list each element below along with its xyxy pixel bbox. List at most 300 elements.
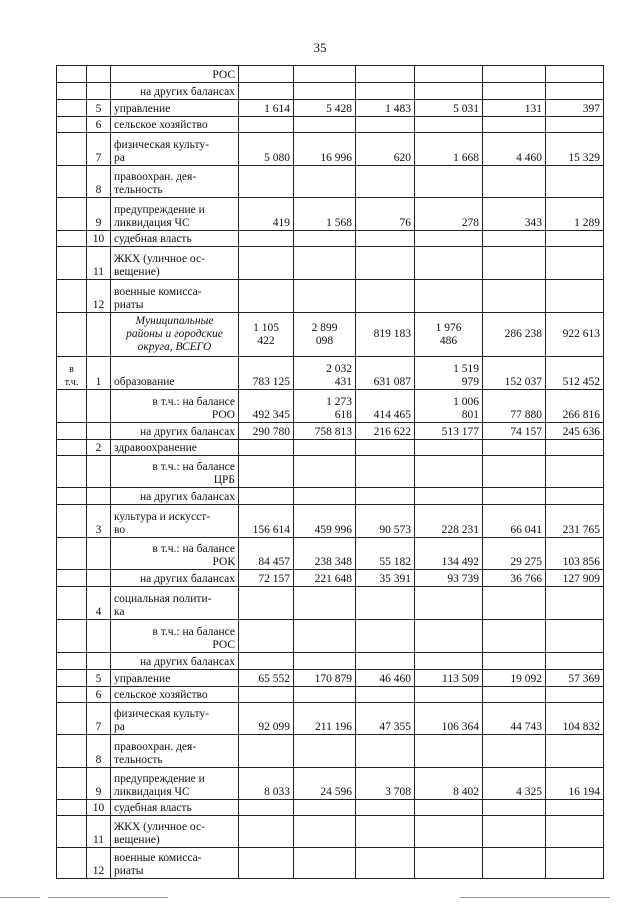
row-number-cell: 8 bbox=[87, 735, 111, 768]
value-cell bbox=[483, 816, 546, 848]
value-cell: 47 355 bbox=[356, 703, 415, 735]
value-cell: 103 856 bbox=[546, 538, 604, 570]
value-cell bbox=[546, 488, 604, 505]
value-cell: 419 bbox=[239, 198, 294, 231]
value-cell: 131 bbox=[483, 100, 546, 117]
row-number-cell: 11 bbox=[87, 816, 111, 848]
subgroup-cell bbox=[57, 133, 87, 166]
subgroup-cell bbox=[57, 653, 87, 670]
value-cell: 1 105 422 bbox=[239, 313, 294, 357]
subgroup-cell bbox=[57, 456, 87, 488]
value-cell: 16 194 bbox=[546, 768, 604, 800]
value-cell bbox=[483, 231, 546, 247]
row-number-cell bbox=[87, 390, 111, 423]
row-number-cell: 11 bbox=[87, 247, 111, 280]
value-cell: 24 596 bbox=[294, 768, 356, 800]
value-cell bbox=[546, 687, 604, 703]
value-cell bbox=[415, 587, 483, 620]
budget-table bbox=[56, 65, 604, 879]
value-cell bbox=[415, 735, 483, 768]
subgroup-cell bbox=[57, 247, 87, 280]
value-cell: 4 325 bbox=[483, 768, 546, 800]
value-cell bbox=[483, 587, 546, 620]
value-cell: 36 766 bbox=[483, 570, 546, 587]
value-cell bbox=[239, 800, 294, 816]
value-cell: 74 157 bbox=[483, 423, 546, 440]
row-label-cell: образование bbox=[111, 357, 239, 390]
value-cell bbox=[546, 280, 604, 313]
value-cell bbox=[483, 735, 546, 768]
value-cell: 2 032 431 bbox=[294, 357, 356, 390]
row-number-cell: 6 bbox=[87, 687, 111, 703]
row-label-cell: социальная полити- ка bbox=[111, 587, 239, 620]
row-number-cell bbox=[87, 538, 111, 570]
row-number-cell: 10 bbox=[87, 231, 111, 247]
subgroup-cell bbox=[57, 848, 87, 879]
value-cell: 104 832 bbox=[546, 703, 604, 735]
table-row bbox=[57, 280, 604, 313]
row-number-cell bbox=[87, 83, 111, 100]
value-cell bbox=[415, 456, 483, 488]
subgroup-cell bbox=[57, 488, 87, 505]
row-number-cell bbox=[87, 313, 111, 357]
row-number-cell bbox=[87, 488, 111, 505]
row-label-cell: физическая культу- ра bbox=[111, 133, 239, 166]
value-cell bbox=[546, 653, 604, 670]
value-cell bbox=[483, 800, 546, 816]
subgroup-cell bbox=[57, 166, 87, 198]
value-cell bbox=[239, 848, 294, 879]
row-label-cell: военные комисса- риаты bbox=[111, 280, 239, 313]
value-cell: 55 182 bbox=[356, 538, 415, 570]
value-cell bbox=[239, 816, 294, 848]
row-label-cell: на других балансах bbox=[111, 653, 239, 670]
value-cell bbox=[546, 66, 604, 83]
table-row bbox=[57, 100, 604, 117]
value-cell bbox=[294, 280, 356, 313]
value-cell bbox=[239, 231, 294, 247]
table-row bbox=[57, 390, 604, 423]
value-cell: 620 bbox=[356, 133, 415, 166]
row-label-cell: в т.ч.: на балансе РОО bbox=[111, 390, 239, 423]
value-cell bbox=[239, 687, 294, 703]
value-cell bbox=[294, 83, 356, 100]
value-cell: 1 483 bbox=[356, 100, 415, 117]
row-number-cell: 10 bbox=[87, 800, 111, 816]
value-cell: 1 289 bbox=[546, 198, 604, 231]
value-cell: 343 bbox=[483, 198, 546, 231]
row-label-cell: на других балансах bbox=[111, 423, 239, 440]
row-number-cell bbox=[87, 653, 111, 670]
value-cell: 5 080 bbox=[239, 133, 294, 166]
value-cell bbox=[546, 456, 604, 488]
value-cell bbox=[483, 687, 546, 703]
value-cell bbox=[546, 848, 604, 879]
value-cell bbox=[483, 848, 546, 879]
row-label-cell: Муниципальные районы и городские округа, ВСЕГО bbox=[111, 313, 239, 357]
value-cell bbox=[415, 440, 483, 456]
row-label-cell: судебная власть bbox=[111, 231, 239, 247]
value-cell bbox=[415, 83, 483, 100]
value-cell: 127 909 bbox=[546, 570, 604, 587]
value-cell bbox=[415, 816, 483, 848]
row-number-cell: 7 bbox=[87, 133, 111, 166]
value-cell: 84 457 bbox=[239, 538, 294, 570]
value-cell bbox=[415, 488, 483, 505]
subgroup-cell bbox=[57, 423, 87, 440]
value-cell: 46 460 bbox=[356, 670, 415, 687]
page-number: 35 bbox=[313, 40, 327, 55]
value-cell bbox=[546, 800, 604, 816]
value-cell bbox=[356, 587, 415, 620]
value-cell bbox=[415, 280, 483, 313]
table-body bbox=[57, 66, 604, 879]
subgroup-cell bbox=[57, 231, 87, 247]
value-cell bbox=[294, 488, 356, 505]
table-row bbox=[57, 800, 604, 816]
value-cell: 290 780 bbox=[239, 423, 294, 440]
value-cell bbox=[483, 440, 546, 456]
value-cell bbox=[483, 117, 546, 133]
scan-edge-mark bbox=[460, 897, 610, 898]
table-row bbox=[57, 505, 604, 538]
row-number-cell: 5 bbox=[87, 100, 111, 117]
value-cell bbox=[546, 816, 604, 848]
value-cell: 44 743 bbox=[483, 703, 546, 735]
value-cell bbox=[356, 800, 415, 816]
subgroup-cell bbox=[57, 198, 87, 231]
value-cell bbox=[294, 117, 356, 133]
row-label-cell: на других балансах bbox=[111, 83, 239, 100]
value-cell bbox=[356, 816, 415, 848]
value-cell: 238 348 bbox=[294, 538, 356, 570]
value-cell bbox=[546, 440, 604, 456]
value-cell bbox=[356, 735, 415, 768]
table-row bbox=[57, 670, 604, 687]
value-cell: 231 765 bbox=[546, 505, 604, 538]
value-cell: 266 816 bbox=[546, 390, 604, 423]
value-cell: 156 614 bbox=[239, 505, 294, 538]
value-cell: 278 bbox=[415, 198, 483, 231]
value-cell bbox=[239, 653, 294, 670]
value-cell: 2 899 098 bbox=[294, 313, 356, 357]
row-number-cell bbox=[87, 570, 111, 587]
value-cell: 1 976 486 bbox=[415, 313, 483, 357]
row-number-cell: 9 bbox=[87, 768, 111, 800]
value-cell bbox=[483, 280, 546, 313]
table-row bbox=[57, 687, 604, 703]
value-cell: 1 273 618 bbox=[294, 390, 356, 423]
subgroup-cell bbox=[57, 620, 87, 653]
value-cell bbox=[356, 117, 415, 133]
table-row bbox=[57, 357, 604, 390]
value-cell: 65 552 bbox=[239, 670, 294, 687]
row-number-cell: 9 bbox=[87, 198, 111, 231]
value-cell: 459 996 bbox=[294, 505, 356, 538]
row-number-cell: 3 bbox=[87, 505, 111, 538]
row-number-cell: 4 bbox=[87, 587, 111, 620]
row-number-cell bbox=[87, 66, 111, 83]
value-cell bbox=[415, 653, 483, 670]
value-cell bbox=[546, 117, 604, 133]
subgroup-cell bbox=[57, 687, 87, 703]
value-cell bbox=[294, 653, 356, 670]
value-cell: 414 465 bbox=[356, 390, 415, 423]
subgroup-cell bbox=[57, 390, 87, 423]
value-cell bbox=[294, 231, 356, 247]
value-cell: 286 238 bbox=[483, 313, 546, 357]
subgroup-cell bbox=[57, 570, 87, 587]
table-row bbox=[57, 313, 604, 357]
value-cell bbox=[415, 620, 483, 653]
value-cell bbox=[294, 440, 356, 456]
table-row bbox=[57, 166, 604, 198]
value-cell bbox=[294, 620, 356, 653]
value-cell bbox=[483, 653, 546, 670]
row-label-cell: здравоохранение bbox=[111, 440, 239, 456]
value-cell bbox=[415, 66, 483, 83]
value-cell bbox=[239, 587, 294, 620]
row-label-cell: на других балансах bbox=[111, 488, 239, 505]
value-cell: 106 364 bbox=[415, 703, 483, 735]
value-cell bbox=[415, 848, 483, 879]
value-cell: 216 622 bbox=[356, 423, 415, 440]
row-label-cell: правоохран. дея- тельность bbox=[111, 166, 239, 198]
value-cell bbox=[546, 247, 604, 280]
value-cell bbox=[239, 620, 294, 653]
value-cell bbox=[356, 687, 415, 703]
value-cell bbox=[294, 800, 356, 816]
row-number-cell bbox=[87, 423, 111, 440]
value-cell bbox=[546, 83, 604, 100]
value-cell bbox=[546, 231, 604, 247]
scan-edge-mark bbox=[0, 897, 40, 898]
value-cell: 93 739 bbox=[415, 570, 483, 587]
subgroup-cell bbox=[57, 440, 87, 456]
value-cell bbox=[294, 456, 356, 488]
row-number-cell: 1 bbox=[87, 357, 111, 390]
table-row bbox=[57, 133, 604, 166]
value-cell: 77 880 bbox=[483, 390, 546, 423]
row-label-cell: РОС bbox=[111, 66, 239, 83]
row-label-cell: в т.ч.: на балансе РОК bbox=[111, 538, 239, 570]
table-row bbox=[57, 703, 604, 735]
value-cell: 1 568 bbox=[294, 198, 356, 231]
row-label-cell: управление bbox=[111, 670, 239, 687]
value-cell bbox=[239, 456, 294, 488]
value-cell: 245 636 bbox=[546, 423, 604, 440]
row-number-cell bbox=[87, 456, 111, 488]
value-cell bbox=[294, 166, 356, 198]
row-label-cell: предупреждение и ликвидация ЧС bbox=[111, 198, 239, 231]
value-cell bbox=[415, 247, 483, 280]
row-number-cell: 12 bbox=[87, 280, 111, 313]
row-label-cell: правоохран. дея- тельность bbox=[111, 735, 239, 768]
value-cell bbox=[415, 687, 483, 703]
value-cell bbox=[356, 620, 415, 653]
table-row bbox=[57, 83, 604, 100]
table-row bbox=[57, 816, 604, 848]
value-cell: 134 492 bbox=[415, 538, 483, 570]
value-cell bbox=[415, 800, 483, 816]
subgroup-cell bbox=[57, 100, 87, 117]
value-cell bbox=[356, 247, 415, 280]
value-cell bbox=[415, 231, 483, 247]
subgroup-cell bbox=[57, 83, 87, 100]
value-cell: 492 345 bbox=[239, 390, 294, 423]
scan-edge-mark bbox=[48, 897, 168, 898]
value-cell: 16 996 bbox=[294, 133, 356, 166]
value-cell bbox=[294, 735, 356, 768]
value-cell bbox=[356, 280, 415, 313]
value-cell: 512 452 bbox=[546, 357, 604, 390]
row-number-cell: 5 bbox=[87, 670, 111, 687]
row-label-cell: в т.ч.: на балансе РОС bbox=[111, 620, 239, 653]
value-cell bbox=[546, 620, 604, 653]
value-cell: 397 bbox=[546, 100, 604, 117]
row-label-cell: на других балансах bbox=[111, 570, 239, 587]
row-label-cell: ЖКХ (уличное ос- вещение) bbox=[111, 816, 239, 848]
table-row bbox=[57, 440, 604, 456]
table-row bbox=[57, 653, 604, 670]
row-number-cell: 6 bbox=[87, 117, 111, 133]
row-label-cell: предупреждение и ликвидация ЧС bbox=[111, 768, 239, 800]
value-cell: 29 275 bbox=[483, 538, 546, 570]
row-number-cell bbox=[87, 620, 111, 653]
value-cell bbox=[239, 440, 294, 456]
value-cell bbox=[294, 247, 356, 280]
value-cell: 90 573 bbox=[356, 505, 415, 538]
subgroup-cell bbox=[57, 735, 87, 768]
table-row bbox=[57, 570, 604, 587]
value-cell: 66 041 bbox=[483, 505, 546, 538]
value-cell bbox=[483, 83, 546, 100]
value-cell bbox=[239, 166, 294, 198]
value-cell: 170 879 bbox=[294, 670, 356, 687]
value-cell: 8 033 bbox=[239, 768, 294, 800]
table-row bbox=[57, 198, 604, 231]
table-row bbox=[57, 247, 604, 280]
value-cell: 5 031 bbox=[415, 100, 483, 117]
row-label-cell: управление bbox=[111, 100, 239, 117]
value-cell bbox=[356, 488, 415, 505]
value-cell: 72 157 bbox=[239, 570, 294, 587]
value-cell bbox=[483, 247, 546, 280]
table-row bbox=[57, 620, 604, 653]
value-cell bbox=[239, 280, 294, 313]
value-cell bbox=[294, 587, 356, 620]
value-cell bbox=[239, 488, 294, 505]
value-cell: 5 428 bbox=[294, 100, 356, 117]
value-cell: 35 391 bbox=[356, 570, 415, 587]
value-cell bbox=[356, 440, 415, 456]
subgroup-cell bbox=[57, 670, 87, 687]
value-cell bbox=[356, 653, 415, 670]
value-cell bbox=[483, 66, 546, 83]
value-cell: 221 648 bbox=[294, 570, 356, 587]
value-cell: 819 183 bbox=[356, 313, 415, 357]
table-row bbox=[57, 538, 604, 570]
row-label-cell: ЖКХ (уличное ос- вещение) bbox=[111, 247, 239, 280]
subgroup-cell bbox=[57, 280, 87, 313]
value-cell: 631 087 bbox=[356, 357, 415, 390]
value-cell: 113 509 bbox=[415, 670, 483, 687]
value-cell bbox=[546, 587, 604, 620]
table-row bbox=[57, 735, 604, 768]
value-cell: 1 614 bbox=[239, 100, 294, 117]
value-cell bbox=[356, 66, 415, 83]
value-cell: 211 196 bbox=[294, 703, 356, 735]
value-cell bbox=[239, 247, 294, 280]
value-cell bbox=[546, 166, 604, 198]
value-cell: 3 708 bbox=[356, 768, 415, 800]
value-cell bbox=[546, 735, 604, 768]
value-cell bbox=[239, 117, 294, 133]
table-row bbox=[57, 456, 604, 488]
value-cell bbox=[415, 166, 483, 198]
row-label-cell: в т.ч.: на балансе ЦРБ bbox=[111, 456, 239, 488]
subgroup-cell bbox=[57, 703, 87, 735]
value-cell bbox=[294, 687, 356, 703]
subgroup-cell bbox=[57, 117, 87, 133]
value-cell bbox=[356, 456, 415, 488]
row-label-cell: судебная власть bbox=[111, 800, 239, 816]
value-cell bbox=[483, 620, 546, 653]
value-cell bbox=[239, 66, 294, 83]
value-cell: 1 668 bbox=[415, 133, 483, 166]
row-label-cell: сельское хозяйство bbox=[111, 117, 239, 133]
value-cell: 8 402 bbox=[415, 768, 483, 800]
value-cell bbox=[294, 66, 356, 83]
value-cell: 92 099 bbox=[239, 703, 294, 735]
value-cell bbox=[356, 231, 415, 247]
subgroup-cell bbox=[57, 505, 87, 538]
value-cell bbox=[483, 488, 546, 505]
value-cell: 152 037 bbox=[483, 357, 546, 390]
value-cell: 57 369 bbox=[546, 670, 604, 687]
value-cell: 76 bbox=[356, 198, 415, 231]
subgroup-cell bbox=[57, 816, 87, 848]
value-cell: 758 813 bbox=[294, 423, 356, 440]
value-cell bbox=[483, 166, 546, 198]
row-number-cell: 12 bbox=[87, 848, 111, 879]
table-row bbox=[57, 768, 604, 800]
value-cell: 15 329 bbox=[546, 133, 604, 166]
value-cell: 1 006 801 bbox=[415, 390, 483, 423]
row-label-cell: культура и искусст- во bbox=[111, 505, 239, 538]
value-cell: 4 460 bbox=[483, 133, 546, 166]
value-cell: 19 092 bbox=[483, 670, 546, 687]
value-cell bbox=[356, 166, 415, 198]
value-cell: 783 125 bbox=[239, 357, 294, 390]
row-label-cell: сельское хозяйство bbox=[111, 687, 239, 703]
row-number-cell: 2 bbox=[87, 440, 111, 456]
value-cell bbox=[483, 456, 546, 488]
subgroup-cell bbox=[57, 587, 87, 620]
row-number-cell: 8 bbox=[87, 166, 111, 198]
subgroup-cell bbox=[57, 313, 87, 357]
table-row bbox=[57, 66, 604, 83]
subgroup-cell bbox=[57, 66, 87, 83]
value-cell: 513 177 bbox=[415, 423, 483, 440]
table-row bbox=[57, 117, 604, 133]
row-label-cell: физическая культу- ра bbox=[111, 703, 239, 735]
value-cell bbox=[415, 117, 483, 133]
subgroup-cell bbox=[57, 538, 87, 570]
value-cell bbox=[294, 848, 356, 879]
subgroup-cell: в т.ч. bbox=[57, 357, 87, 390]
value-cell bbox=[356, 848, 415, 879]
